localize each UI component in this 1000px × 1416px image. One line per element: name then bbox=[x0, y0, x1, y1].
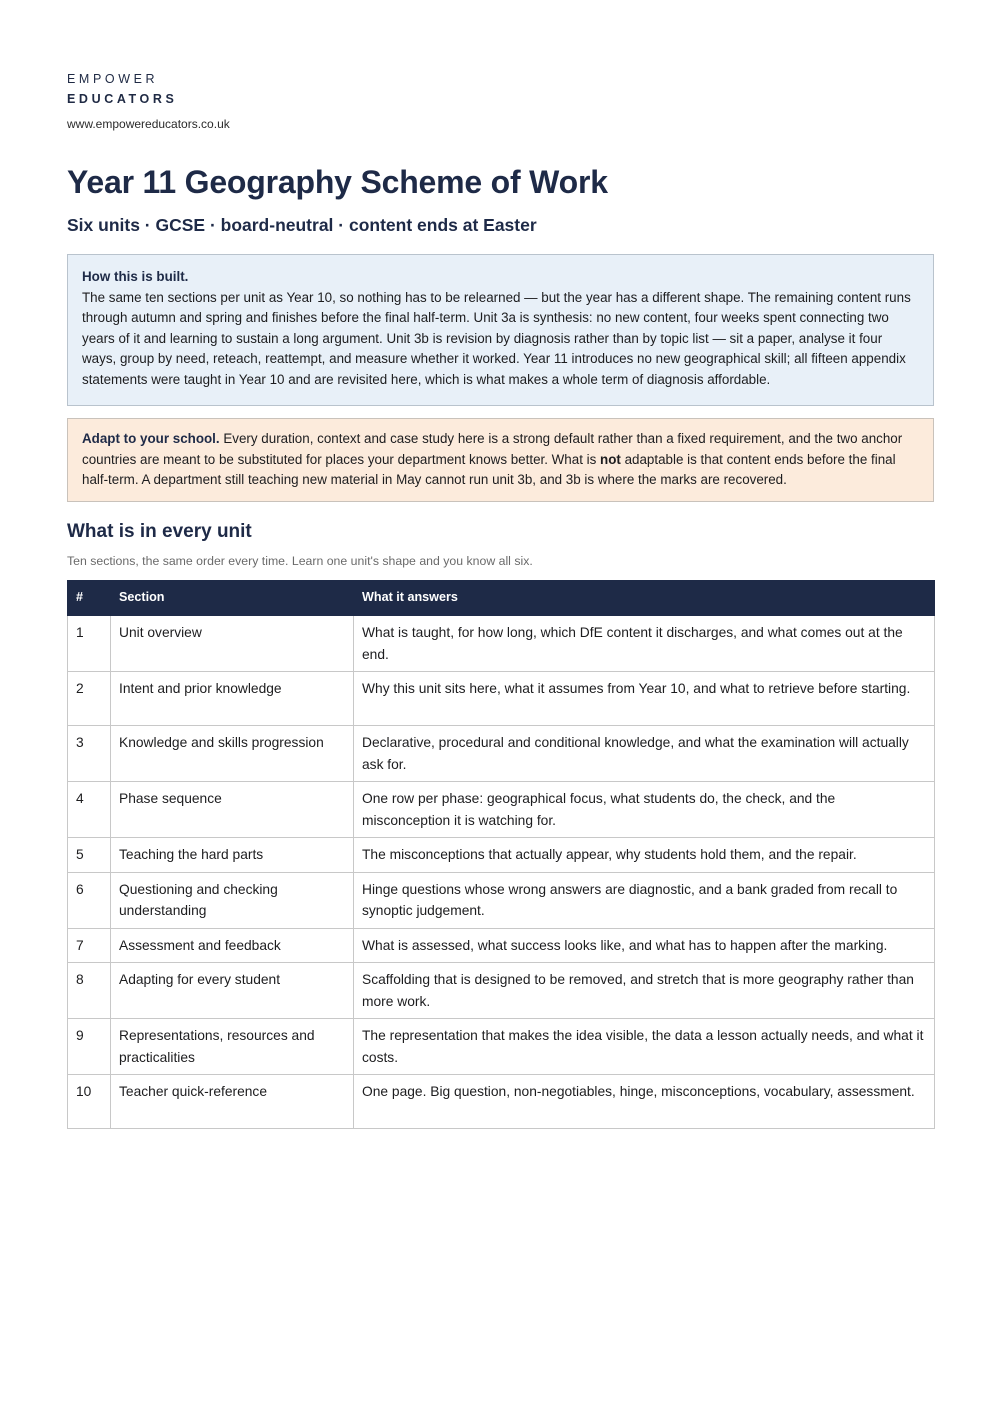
row-section: Adapting for every student bbox=[111, 963, 354, 1019]
table-row bbox=[68, 1075, 935, 1129]
row-section: Phase sequence bbox=[111, 782, 354, 838]
row-number: 9 bbox=[68, 1019, 111, 1075]
unit-sections-table bbox=[67, 580, 935, 1129]
adapt-body-after: adaptable is that content ends before the final half-term. A department still teaching new material in May cannot run unit 3b, and 3b is where the marks are recovered. bbox=[82, 451, 896, 488]
row-answer: What is assessed, what success looks like, and what has to happen after the marking. bbox=[354, 928, 935, 963]
row-answer: The representation that makes the idea visible, the data a lesson actually needs, and what it costs. bbox=[354, 1019, 935, 1075]
section-heading: What is in every unit bbox=[67, 521, 252, 542]
page-subtitle: Six units · GCSE · board-neutral · content ends at Easter bbox=[67, 215, 537, 235]
row-section: Questioning and checking understanding bbox=[111, 872, 354, 928]
adapt-heading: Adapt to your school. bbox=[82, 431, 220, 446]
row-number: 4 bbox=[68, 782, 111, 838]
row-section: Knowledge and skills progression bbox=[111, 726, 354, 782]
row-answer: Declarative, procedural and conditional knowledge, and what the examination will actually ask for. bbox=[354, 726, 935, 782]
how-built-callout bbox=[67, 254, 934, 406]
row-number: 8 bbox=[68, 963, 111, 1019]
row-answer: One page. Big question, non-negotiables, hinge, misconceptions, vocabulary, assessment. bbox=[354, 1075, 935, 1129]
row-answer: The misconceptions that actually appear, why students hold them, and the repair. bbox=[354, 838, 935, 873]
row-number: 3 bbox=[68, 726, 111, 782]
row-number: 1 bbox=[68, 616, 111, 672]
table-row bbox=[68, 672, 935, 726]
section-note: Ten sections, the same order every time. Learn one unit's shape and you know all six. bbox=[67, 554, 533, 568]
table-row bbox=[68, 872, 935, 928]
header-number: # bbox=[68, 581, 111, 616]
table-row bbox=[68, 726, 935, 782]
page-title: Year 11 Geography Scheme of Work bbox=[67, 164, 608, 200]
brand-logo bbox=[67, 69, 177, 109]
row-section: Unit overview bbox=[111, 616, 354, 672]
row-answer: Scaffolding that is designed to be removed, and stretch that is more geography rather than more work. bbox=[354, 963, 935, 1019]
table-header-row bbox=[68, 581, 935, 616]
table-row bbox=[68, 838, 935, 873]
adapt-callout bbox=[67, 418, 934, 502]
row-section: Assessment and feedback bbox=[111, 928, 354, 963]
row-answer: Why this unit sits here, what it assumes from Year 10, and what to retrieve before starting. bbox=[354, 672, 935, 726]
row-section: Representations, resources and practicalities bbox=[111, 1019, 354, 1075]
website-url[interactable]: www.empowereducators.co.uk bbox=[67, 117, 230, 131]
adapt-emphasis: not bbox=[600, 451, 621, 467]
row-answer: Hinge questions whose wrong answers are diagnostic, and a bank graded from recall to synoptic judgement. bbox=[354, 872, 935, 928]
row-number: 6 bbox=[68, 872, 111, 928]
row-number: 5 bbox=[68, 838, 111, 873]
row-answer: One row per phase: geographical focus, what students do, the check, and the misconception it is watching for. bbox=[354, 782, 935, 838]
row-number: 7 bbox=[68, 928, 111, 963]
row-number: 10 bbox=[68, 1075, 111, 1129]
row-number: 2 bbox=[68, 672, 111, 726]
row-section: Teacher quick-reference bbox=[111, 1075, 354, 1129]
row-section: Intent and prior knowledge bbox=[111, 672, 354, 726]
table-row bbox=[68, 928, 935, 963]
adapt-body-before: Every duration, context and case study here is a strong default rather than a fixed requirement, and the two anchor countries are meant to be substituted for places your department knows better. What is bbox=[82, 431, 903, 467]
row-answer: What is taught, for how long, which DfE content it discharges, and what comes out at the end. bbox=[354, 616, 935, 672]
header-answer: What it answers bbox=[354, 581, 935, 616]
brand-line-2: EDUCATORS bbox=[67, 92, 178, 106]
table-row bbox=[68, 616, 935, 672]
table-row bbox=[68, 782, 935, 838]
brand-line-1: EMPOWER bbox=[67, 72, 159, 86]
header-section: Section bbox=[111, 581, 354, 616]
how-built-heading: How this is built. bbox=[82, 269, 189, 284]
table-row bbox=[68, 963, 935, 1019]
how-built-body: The same ten sections per unit as Year 10, so nothing has to be relearned — but the year has a different shape. The remaining content runs through autumn and spring and finishes before the final half-term. Unit 3a is synthesis: no new content, four weeks spent connecting two years of it and learning to sustain a long argument. Unit 3b is revision by diagnosis rather than by topic list — sit a paper, analyse it four ways, group by need, reteach, reattempt, and measure whether it worked. Year 11 introduces no new geographical skill; all fifteen appendix statements were taught in Year 10 and are revisited here, which is what makes a whole term of diagnosis affordable. bbox=[82, 289, 911, 387]
table-row bbox=[68, 1019, 935, 1075]
row-section: Teaching the hard parts bbox=[111, 838, 354, 873]
